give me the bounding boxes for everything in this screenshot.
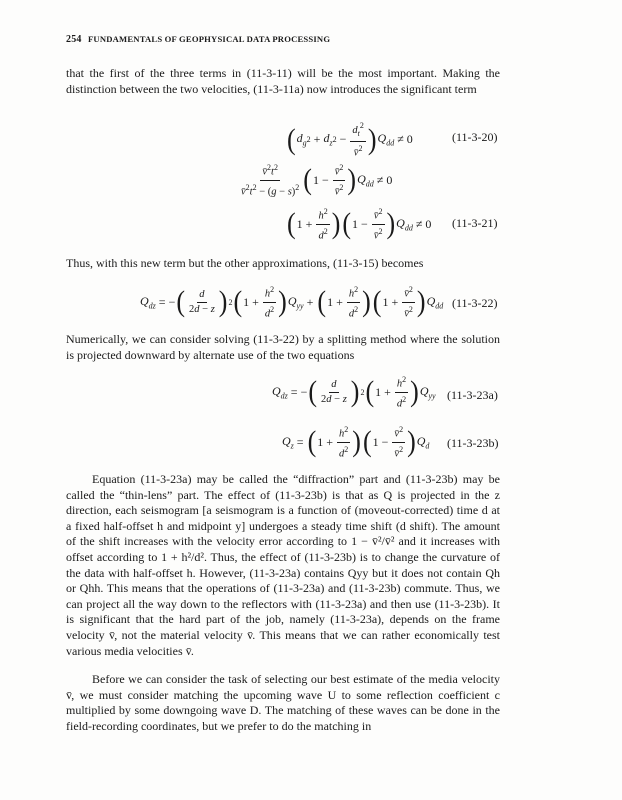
equation-11-3-23a: $Q_{dz}$ = − ( $\frac{d}{2d - z}$ ) 2 ( 1 + $\frac{h^2}{d^2}$ ) $Q_{yy}$ [272,374,436,409]
paragraph-2: Thus, with this new term but the other approximations, (11-3-15) becomes [66,256,424,270]
paragraph-5: Before we can consider the task of selecting our best estimate of the media velocity v̄, we must consider matching the upcoming wave U to some reflection coefficient c multiplied by some downgoing wave D. The matching of these waves can be done in the field-recording coordinates, but we prefer to do the matching in [66,672,500,733]
paragraph-3: Numerically, we can consider solving (11-3-22) by a splitting method where the solution is projected downward by alternate use of the two equations [66,332,500,362]
page-number: 254 [66,34,82,45]
equation-tag-23a: (11-3-23a) [447,388,498,402]
equation-11-3-21: ( 1 + $\frac{h^2}{d^2}$ ) ( 1 − $\frac{v̄^2}{v̄^2}$ ) $Q_{dd}$ ≠ 0 [287,206,432,241]
equation-tag-21: (11-3-21) [452,216,498,230]
equation-unnumbered: $\frac{v̄^2t^2}{v̄^2t^2 - (g - s)^2}$ ( 1 − $\frac{v̄^2}{v̄^2}$ ) $Q_{dd}$ ≠ 0 [241,162,393,197]
paragraph-1: that the first of the three terms in (11-3-11) will be the most important. Making the distinction between the two velocities, (11-3-11a) now introduces the significant term [66,66,500,96]
running-title: FUNDAMENTALS OF GEOPHYSICAL DATA PROCESSING [87,34,331,44]
equation-11-3-23b: $Q_z$ = ( 1 + $\frac{h^2}{d^2}$ ) ( 1 − $\frac{v̄^2}{v̄^2}$ ) $Q_d$ [282,424,430,459]
equation-11-3-20: ( $d_g$ 2 + $d_z$ 2 − $\frac{d_t^2}{v̄^2}$ ) $Q_{dd}$ ≠ 0 [287,121,413,159]
paragraph-4: Equation (11-3-23a) may be called the “diffraction” part and (11-3-23b) may be called the “thin-lens” part. The effect of (11-3-23b) is that as Q is projected in the z direction, each seismogram [a seismogram is a function of (moveout-corrected) time d at a fixed half-offset h and midpoint y] undergoes a steady time shift (d shift). The amount of the shift increases with the velocity error according to 1 − v̄²/v̄² and it increases with offset according to 1 + h²/d². Thus, the effect of (11-3-23b) is to change the curvature of the data with half-offset h. However, (11-3-23a) contains Qyy but it does not contain Qh or Qhh. This means that the operations of (11-3-23a) and (11-3-23b) commute. Thus, we can project all the way down to the reflectors with (11-3-23a) and then use (11-3-23b). It is significant that the hard part of the job, namely (11-3-23a), depends on the frame velocity v̄, not the material velocity v̄. This means that we can rather economically test various media velocities v̄. [66,472,500,658]
equation-tag-23b: (11-3-23b) [447,436,499,450]
running-header [66,34,330,45]
equation-tag-20: (11-3-20) [452,130,498,144]
equation-11-3-22: $Q_{dz}$ = − ( $\frac{d}{2d - z}$ ) 2 ( 1 + $\frac{h^2}{d^2}$ ) $Q_{yy}$ + ( 1 + $\frac{h^2}{d^2}$ ) ( 1 + $\frac{v̄^2}{v̄^2}$ ) $Q_{dd}$ [140,284,444,319]
equation-tag-22: (11-3-22) [452,296,498,310]
